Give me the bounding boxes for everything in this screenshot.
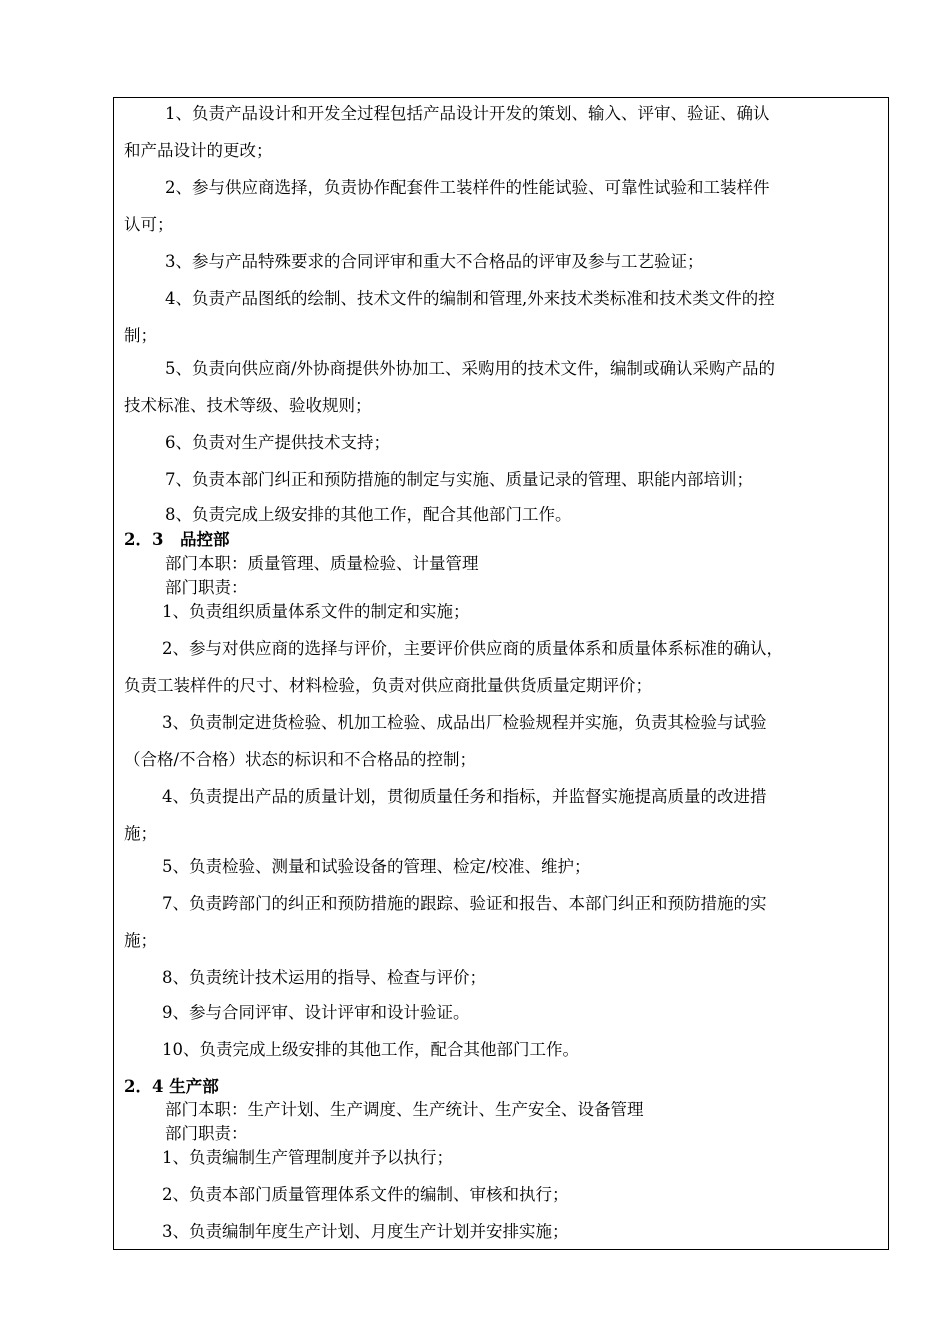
rd-item-3: 3、参与产品特殊要求的合同评审和重大不合格品的评审及参与工艺验证； xyxy=(165,252,704,271)
quality-item-7-cont: 施； xyxy=(124,931,157,950)
production-item-2: 2、负责本部门质量管理体系文件的编制、审核和执行； xyxy=(162,1185,569,1204)
rd-item-2: 2、参与供应商选择，负责协作配套件工装样件的性能试验、可靠性试验和工装样件 xyxy=(165,178,770,197)
quality-item-3-cont: （合格/不合格）状态的标识和不合格品的控制； xyxy=(124,750,477,769)
rd-item-8: 8、负责完成上级安排的其他工作，配合其他部门工作。 xyxy=(165,505,572,524)
rd-item-1-cont: 和产品设计的更改； xyxy=(124,141,273,160)
rd-item-5: 5、负责向供应商/外协商提供外协加工、采购用的技术文件，编制或确认采购产品的 xyxy=(165,359,776,378)
rd-item-5-cont: 技术标准、技术等级、验收规则； xyxy=(124,396,372,415)
production-heading: 2．4 生产部 xyxy=(124,1077,219,1096)
quality-item-3: 3、负责制定进货检验、机加工检验、成品出厂检验规程并实施，负责其检验与试验 xyxy=(162,713,767,732)
production-duty-summary: 部门本职：生产计划、生产调度、生产统计、生产安全、设备管理 xyxy=(165,1100,644,1119)
production-duty-label: 部门职责： xyxy=(165,1124,248,1143)
quality-item-4: 4、负责提出产品的质量计划，贯彻质量任务和指标，并监督实施提高质量的改进措 xyxy=(162,787,767,806)
quality-item-2: 2、参与对供应商的选择与评价，主要评价供应商的质量体系和质量体系标准的确认， xyxy=(162,639,783,658)
rd-item-1: 1、负责产品设计和开发全过程包括产品设计开发的策划、输入、评审、验证、确认 xyxy=(165,104,770,123)
quality-item-4-cont: 施； xyxy=(124,824,157,843)
quality-heading: 2．3 品控部 xyxy=(124,530,230,549)
quality-item-1: 1、负责组织质量体系文件的制定和实施； xyxy=(162,602,470,621)
quality-item-10: 10、负责完成上级安排的其他工作，配合其他部门工作。 xyxy=(162,1040,579,1059)
quality-duty-label: 部门职责： xyxy=(165,578,248,597)
production-item-1: 1、负责编制生产管理制度并予以执行； xyxy=(162,1148,453,1167)
rd-item-4-cont: 制； xyxy=(124,326,157,345)
quality-duty-summary: 部门本职：质量管理、质量检验、计量管理 xyxy=(165,554,479,573)
quality-item-5: 5、负责检验、测量和试验设备的管理、检定/校准、维护； xyxy=(162,857,591,876)
quality-item-2-cont: 负责工装样件的尺寸、材料检验，负责对供应商批量供货质量定期评价； xyxy=(124,676,652,695)
production-item-3: 3、负责编制年度生产计划、月度生产计划并安排实施； xyxy=(162,1222,569,1241)
quality-item-9: 9、参与合同评审、设计评审和设计验证。 xyxy=(162,1003,470,1022)
rd-item-2-cont: 认可； xyxy=(124,215,174,234)
rd-item-4: 4、负责产品图纸的绘制、技术文件的编制和管理,外来技术类标准和技术类文件的控 xyxy=(165,289,775,308)
rd-item-7: 7、负责本部门纠正和预防措施的制定与实施、质量记录的管理、职能内部培训； xyxy=(165,470,753,489)
quality-item-7: 7、负责跨部门的纠正和预防措施的跟踪、验证和报告、本部门纠正和预防措施的实 xyxy=(162,894,767,913)
rd-item-6: 6、负责对生产提供技术支持； xyxy=(165,433,390,452)
quality-item-8: 8、负责统计技术运用的指导、检查与评价； xyxy=(162,968,486,987)
